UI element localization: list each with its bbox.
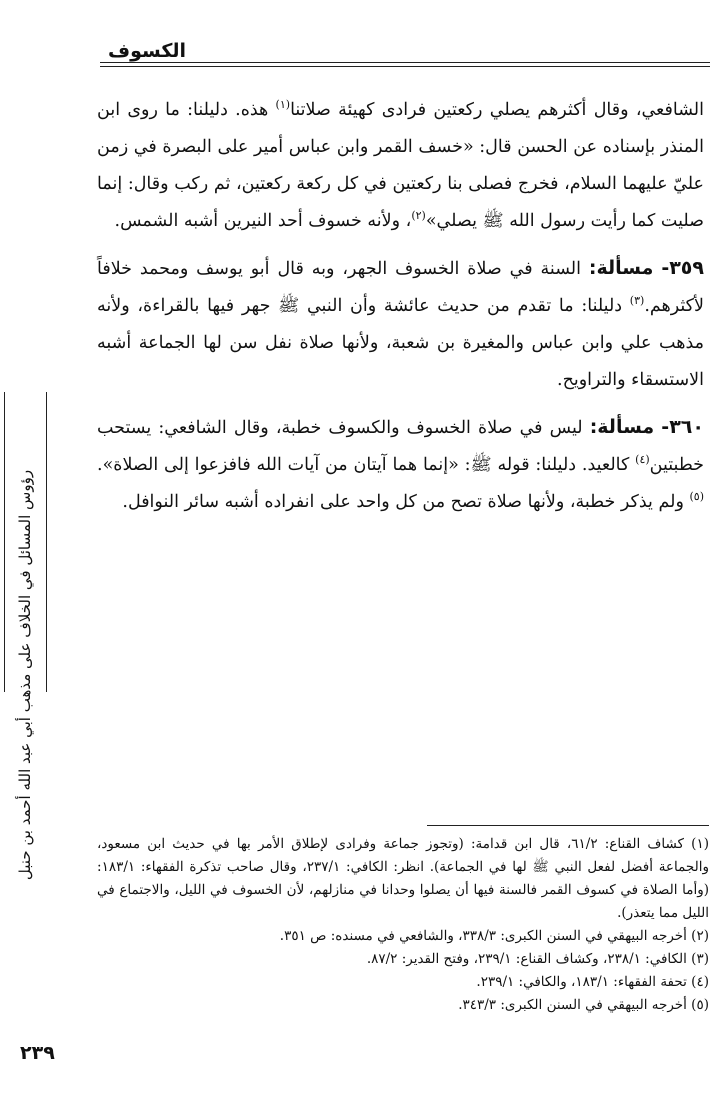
footnote-ref-5: (٥) xyxy=(689,490,704,504)
m360-text: ليس في صلاة الخسوف والكسوف خطبة، وقال الشافعي: يستحب خطبتين xyxy=(97,418,704,475)
side-rule-left xyxy=(4,392,5,692)
footnote-number: (٢) xyxy=(691,928,709,944)
m359-rest: دليلنا: ما تقدم من حديث عائشة وأن النبي ﷺ جهر فيها بالقراءة، ولأنه مذهب علي وابن عباس والمغيرة بن شعبة، ولأنها صلاة نفل سن لها الجماعة أشبه الاستسقاء والتراويح. xyxy=(97,296,704,390)
footnotes xyxy=(97,833,709,1017)
footnote-text: أخرجه البيهقي في السنن الكبرى: ٣٣٨/٣، والشافعي في مسنده: ص ٣٥١. xyxy=(279,928,687,944)
m360-rest: كالعيد. دليلنا: قوله ﷺ: «إنما هما آيتان من آيات الله فافزعوا إلى الصلاة». xyxy=(97,455,636,475)
footnote xyxy=(97,948,709,971)
footnote xyxy=(97,925,709,948)
footnote xyxy=(97,994,709,1017)
p1-rest: هذه. دليلنا: ما روى ابن المنذر بإسناده عن الحسن قال: «خسف القمر وابن عباس أمير على البصرة في زمن عليّ عليهما السلام، فخرج فصلى بنا ركعتين في كل ركعة ركعتين، ثم ركب وقال: إنما صليت كما رأيت رسول الله ﷺ يصلي» xyxy=(97,100,704,231)
p1-text: الشافعي، وقال أكثرهم يصلي ركعتين فرادى كهيئة صلاتنا xyxy=(290,100,704,120)
footnote-rule xyxy=(427,825,709,826)
m359-text: السنة في صلاة الخسوف الجهر، وبه قال أبو يوسف ومحمد خلافاً لأكثرهم. xyxy=(97,259,704,316)
header-rule-bottom xyxy=(100,66,710,67)
p1-end: ، ولأنه خسوف أحد النيرين أشبه الشمس. xyxy=(114,211,412,231)
footnote xyxy=(97,833,709,925)
footnote-ref-4: (٤) xyxy=(635,453,650,467)
page-number: ٢٣٩ xyxy=(20,1042,55,1064)
footnote-text: كشاف القناع: ٦١/٢، قال ابن قدامة: (وتجوز جماعة وفرادى لإطلاق الأمر بها في حديث ابن مسعود، والجماعة أفضل لفعل النبي ﷺ لها في الجماعة). انظر: الكافي: ٢٣٧/١، وقال صاحب تذكرة الفقهاء: ١٨٣/١: (وأما الصلاة في كسوف القمر فالسنة فيها أن يصلوا وحدانا في منازلهم، لأن الخسوف في الليل، والاجتماع في الليل مما يتعذر). xyxy=(97,836,710,921)
footnote-number: (١) xyxy=(691,836,709,852)
footnote-ref-1: (١) xyxy=(275,98,291,112)
m360-end: ولم يذكر خطبة، ولأنها صلاة تصح من كل واحد على انفراده أشبه سائر النوافل. xyxy=(122,492,690,512)
running-title: الكسوف xyxy=(108,40,187,62)
footnote-number: (٣) xyxy=(691,951,709,967)
footnote-number: (٥) xyxy=(691,997,709,1013)
footnote-text: تحفة الفقهاء: ١٨٣/١، والكافي: ٢٣٩/١. xyxy=(476,974,687,990)
header-rule-top xyxy=(100,62,710,63)
paragraph-intro xyxy=(97,92,704,240)
footnote-text: الكافي: ٢٣٨/١، وكشاف القناع: ٢٣٩/١، وفتح القدير: ٨٧/٢. xyxy=(366,951,687,967)
masala-label: مسألة: xyxy=(589,416,655,438)
masala-number: ٣٦٠- xyxy=(661,416,704,438)
masala-360 xyxy=(97,409,704,521)
side-rule-right xyxy=(46,392,47,692)
masala-359 xyxy=(97,250,704,399)
masala-label: مسألة: xyxy=(588,257,654,279)
side-title: رؤوس المسائل في الخلاف على مذهب أبي عبد الله أحمد بن حنبل xyxy=(16,469,34,881)
masala-number: ٣٥٩- xyxy=(661,257,704,279)
footnote-ref-3: (٣) xyxy=(629,294,645,308)
footnote-number: (٤) xyxy=(691,974,709,990)
main-text xyxy=(97,92,704,531)
footnote-text: أخرجه البيهقي في السنن الكبرى: ٣٤٣/٣. xyxy=(458,997,687,1013)
footnote-ref-2: (٢) xyxy=(411,209,426,223)
footnote xyxy=(97,971,709,994)
